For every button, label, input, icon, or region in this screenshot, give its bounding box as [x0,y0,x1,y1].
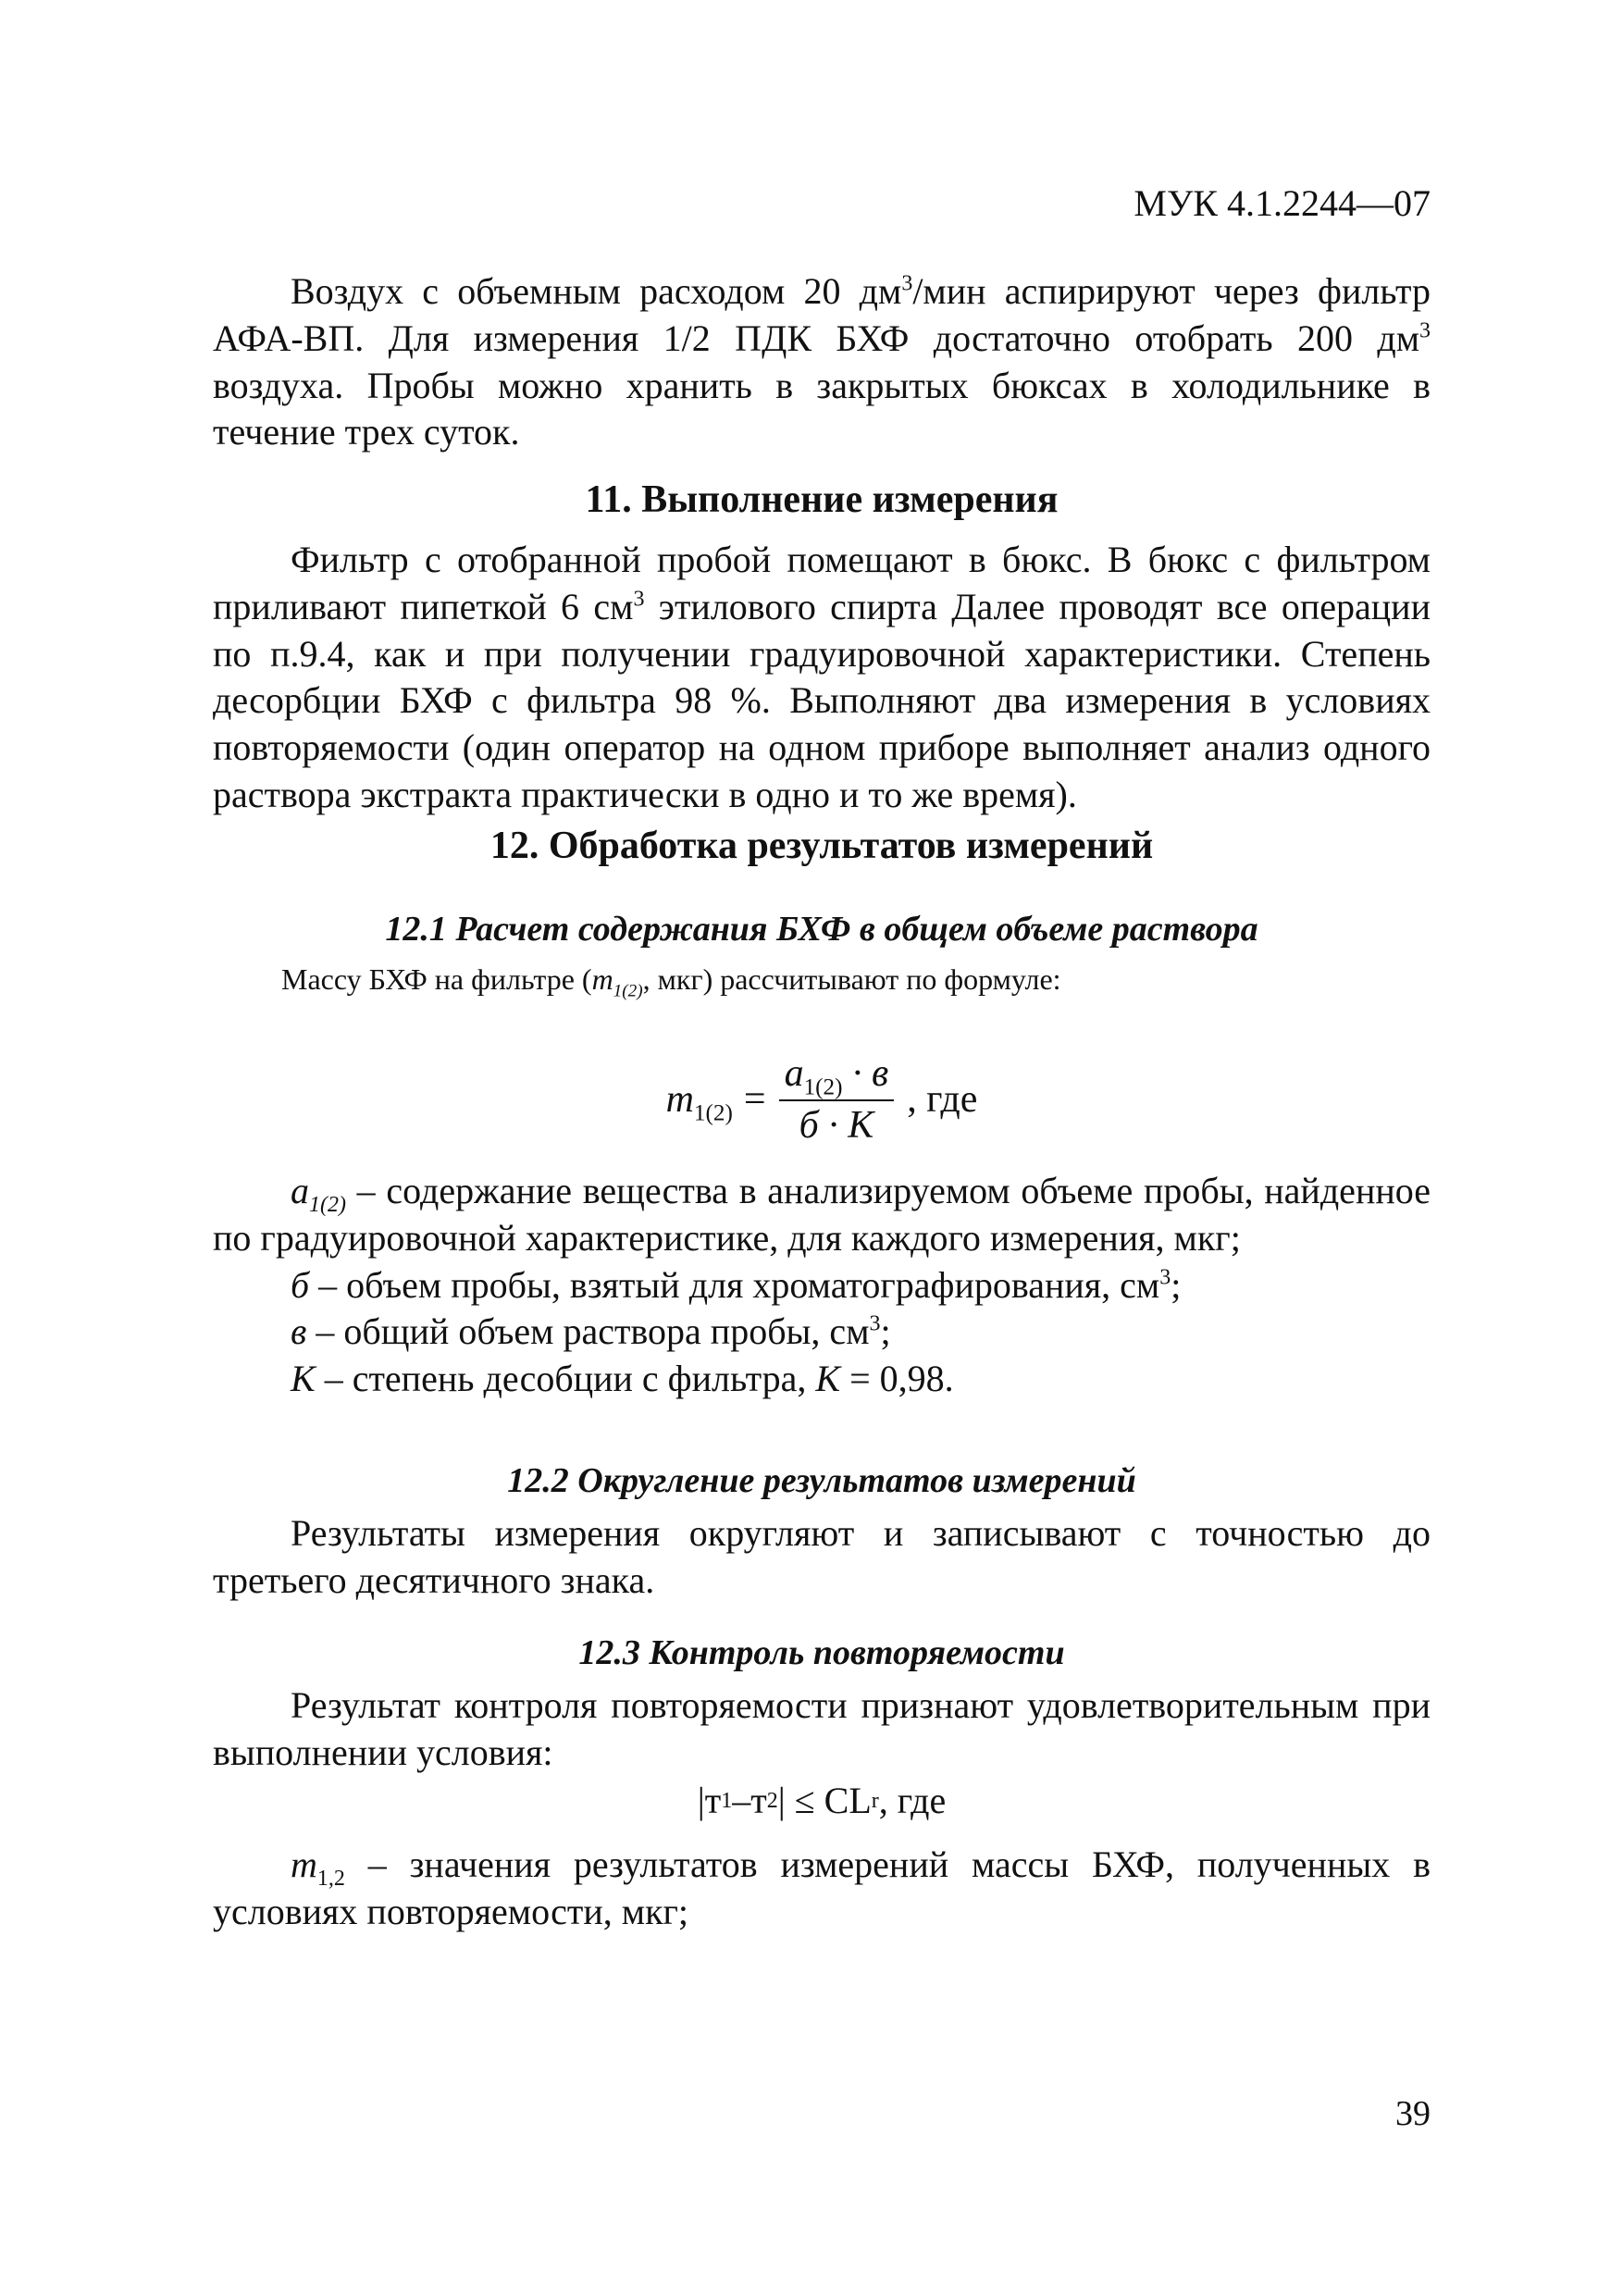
subsection-12-2-heading: 12.2 Округление результатов измерений [507,1461,1136,1500]
def-v: в – общий объем раствора пробы, $см^3$; [291,1310,891,1353]
subsection-12-3-heading: 12.3 Контроль повторяемости [578,1633,1065,1672]
intro-paragraph: Воздух с объемным расходом 20 $дм^3$/мин аспирируют через фильтр АФА-ВП. Для измерения 1/2 ПДК БХФ достаточно отобрать 200 $дм^3$ воздуха. Пробы можно хранить в закрытых бюксах в холодильнике в течение трех суток. [213,270,1431,453]
formula-intro-note: Массу БХФ на фильтре ($m_{1(2)}$, мкг) рассчитывают по формуле: [281,962,1061,1001]
formula-definitions [213,1168,1431,1403]
repeatability-paragraph: Результат контроля повторяемости признают удовлетворительным при выполнении условия: [213,1684,1431,1773]
section-12-heading: 12. Обработка результатов измерений [489,825,1154,867]
def-k: K – степень десобции с фильтра, K = 0,98. [291,1358,954,1400]
running-header: МУК 4.1.2244—07 [1134,182,1431,224]
page-number: 39 [1395,2094,1431,2133]
section-11-paragraph: Фильтр с отобранной пробой помещают в бюкс. В бюкс с фильтром приливают пипеткой 6 $см^3$ этилового спирта Далее проводят все операции по п.9.4, как и при получении градуировочной характеристики. Степень десорбции БХФ с фильтра 98 %. Выполняют два измерения в условиях повторяемости (один оператор на одном приборе выполняет анализ одного раствора экстракта практически в одно и то же время). [213,539,1431,815]
section-11-heading: 11. Выполнение измерения [585,478,1059,521]
repeatability-condition: |т 1 –т 2 | ≤ CL r , где [697,1780,947,1821]
mass-formula: $m_{1(2)}$ = $\frac{a_{1(2)} \cdot в}{б \cdot K}$ , где [665,1052,978,1147]
formula-lhs: m [665,1078,694,1121]
subsection-12-1-heading: 12.1 Расчет содержания БХФ в общем объеме раствора [385,910,1258,949]
rounding-paragraph: Результаты измерения округляют и записывают с точностью до третьего десятичного знака. [213,1512,1431,1601]
def-b: б – объем пробы, взятый для хроматографирования, $см^3$; [291,1263,1182,1306]
m12-definition: $m_{1,2}$ – значения результатов измерений массы БХФ, полученных в условиях повторяемости, мкг; [213,1843,1431,1932]
def-a: $a_{1(2)}$ – содержание вещества в анализируемом объеме пробы, найденное по градуировочной характеристике, для каждого измерения, мкг; [213,1170,1431,1259]
formula-fraction: $\frac{a_{1(2)} \cdot в}{б \cdot K}$ [779,1051,895,1148]
